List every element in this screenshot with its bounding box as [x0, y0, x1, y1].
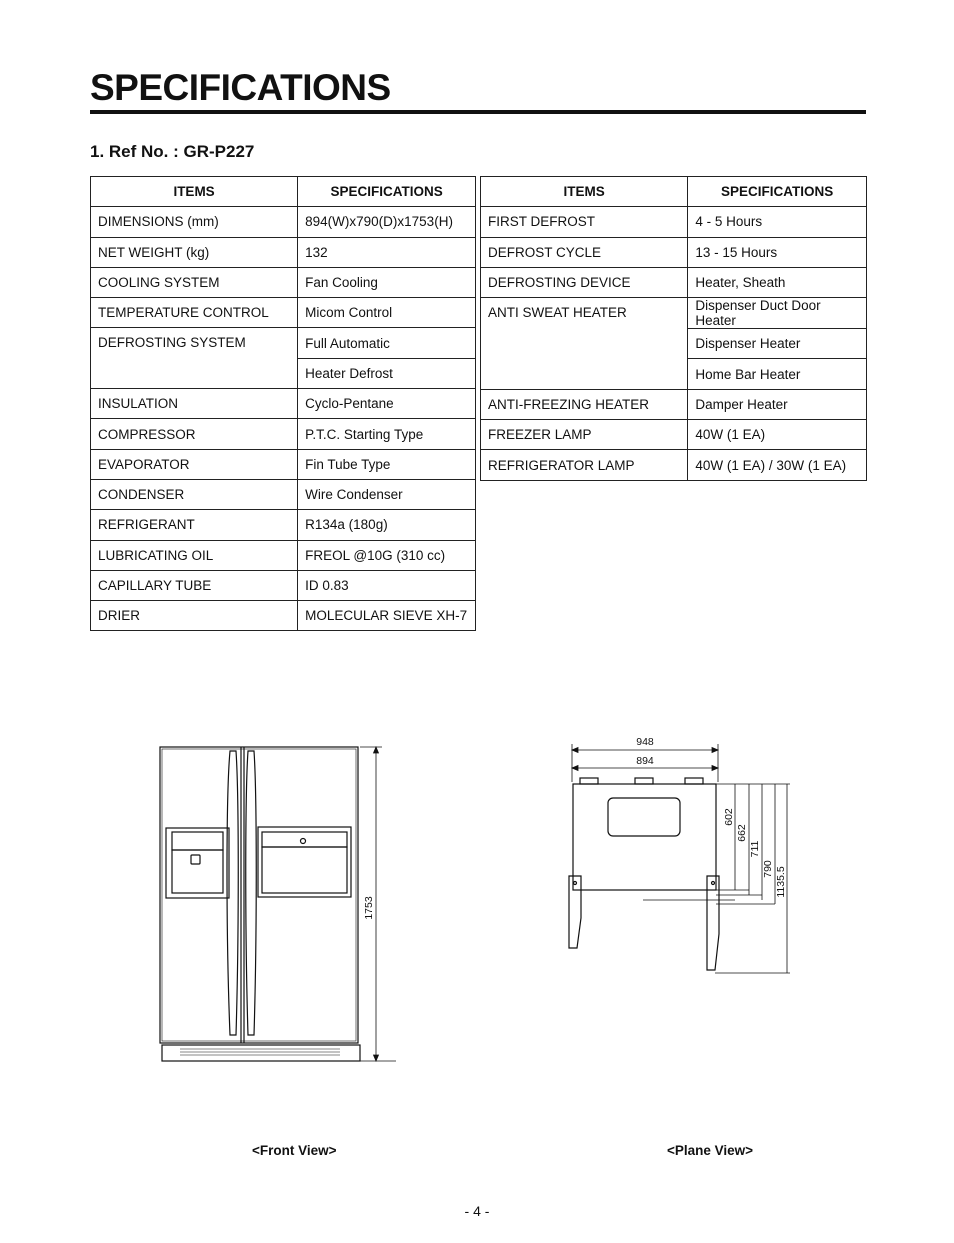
front-view-caption: <Front View>: [252, 1143, 337, 1158]
item-cell: DEFROST CYCLE: [481, 237, 688, 267]
spec-cell: P.T.C. Starting Type: [298, 419, 476, 449]
plane-width-inner-dim: 894: [636, 755, 654, 767]
spec-cell: Fin Tube Type: [298, 449, 476, 479]
spec-cell: Dispenser Duct Door Heater: [688, 298, 867, 329]
header-items: ITEMS: [481, 177, 688, 207]
item-cell: LUBRICATING OIL: [91, 540, 298, 570]
plane-depth-dim-711: 711: [749, 840, 761, 858]
spec-cell: Dispenser Heater: [688, 329, 867, 359]
front-view-drawing: [150, 735, 410, 1070]
item-cell: TEMPERATURE CONTROL: [91, 298, 298, 328]
spec-cell: FREOL @10G (310 cc): [298, 540, 476, 570]
table-row: [91, 237, 476, 267]
title-rule: [90, 110, 866, 114]
spec-cell: 4 - 5 Hours: [688, 207, 867, 237]
plane-depth-dim-662: 662: [736, 824, 748, 842]
plane-depth-dim-790: 790: [762, 860, 774, 878]
plane-view-drawing: [555, 730, 805, 980]
spec-cell: MOLECULAR SIEVE XH-7: [298, 601, 476, 631]
spec-cell: Heater Defrost: [298, 358, 476, 388]
page-number: - 4 -: [464, 1203, 490, 1219]
header-items: ITEMS: [91, 177, 298, 207]
table-row: [91, 510, 476, 540]
item-cell: INSULATION: [91, 389, 298, 419]
item-cell: COOLING SYSTEM: [91, 267, 298, 297]
table-row: [91, 389, 476, 419]
spec-cell: 132: [298, 237, 476, 267]
table-row: [91, 479, 476, 509]
spec-cell: Full Automatic: [298, 328, 476, 358]
table-row: [481, 207, 867, 237]
plane-depth-dim-1135-5: 1135.5: [775, 866, 787, 898]
spec-cell: 894(W)x790(D)x1753(H): [298, 207, 476, 237]
table-row: [91, 207, 476, 237]
page-title: SPECIFICATIONS: [90, 67, 391, 108]
table-header-row: [481, 177, 867, 207]
item-cell: REFRIGERANT: [91, 510, 298, 540]
spec-cell: R134a (180g): [298, 510, 476, 540]
table-row: [91, 570, 476, 600]
table-row: [91, 419, 476, 449]
item-cell: EVAPORATOR: [91, 449, 298, 479]
table-row: [481, 450, 867, 480]
spec-cell: Wire Condenser: [298, 479, 476, 509]
spec-cell: ID 0.83: [298, 570, 476, 600]
spec-cell: 40W (1 EA): [688, 420, 867, 450]
table-row: [91, 601, 476, 631]
table-header-row: [91, 177, 476, 207]
table-row: [91, 449, 476, 479]
item-cell: NET WEIGHT (kg): [91, 237, 298, 267]
item-cell: COMPRESSOR: [91, 419, 298, 449]
plane-view-caption: <Plane View>: [667, 1143, 754, 1158]
item-cell: ANTI-FREEZING HEATER: [481, 389, 688, 419]
table-row: [481, 389, 867, 419]
table-row: [481, 237, 867, 267]
header-specifications: SPECIFICATIONS: [298, 177, 476, 207]
item-cell: CONDENSER: [91, 479, 298, 509]
item-cell: CAPILLARY TUBE: [91, 570, 298, 600]
spec-cell: Micom Control: [298, 298, 476, 328]
table-row: [91, 298, 476, 328]
item-cell: FIRST DEFROST: [481, 207, 688, 237]
table-row: [91, 267, 476, 297]
spec-cell: 40W (1 EA) / 30W (1 EA): [688, 450, 867, 480]
spec-cell: Cyclo-Pentane: [298, 389, 476, 419]
table-row: [91, 328, 476, 358]
spec-cell: Home Bar Heater: [688, 359, 867, 389]
plane-depth-dim-602: 602: [723, 808, 735, 826]
item-cell: DEFROSTING SYSTEM: [91, 328, 298, 389]
plane-width-outer-dim: 948: [636, 736, 654, 748]
spec-cell: 13 - 15 Hours: [688, 237, 867, 267]
section-heading: 1. Ref No. : GR-P227: [90, 142, 255, 161]
table-row: [481, 298, 867, 329]
right-spec-table: [480, 176, 867, 481]
table-row: [91, 540, 476, 570]
spec-cell: Fan Cooling: [298, 267, 476, 297]
table-row: [481, 267, 867, 297]
left-spec-table: [90, 176, 476, 631]
item-cell: DRIER: [91, 601, 298, 631]
header-specifications: SPECIFICATIONS: [688, 177, 867, 207]
spec-cell: Heater, Sheath: [688, 267, 867, 297]
item-cell: ANTI SWEAT HEATER: [481, 298, 688, 390]
item-cell: DIMENSIONS (mm): [91, 207, 298, 237]
item-cell: FREEZER LAMP: [481, 420, 688, 450]
spec-cell: Damper Heater: [688, 389, 867, 419]
item-cell: DEFROSTING DEVICE: [481, 267, 688, 297]
table-row: [481, 420, 867, 450]
front-height-dim: 1753: [363, 896, 375, 920]
item-cell: REFRIGERATOR LAMP: [481, 450, 688, 480]
